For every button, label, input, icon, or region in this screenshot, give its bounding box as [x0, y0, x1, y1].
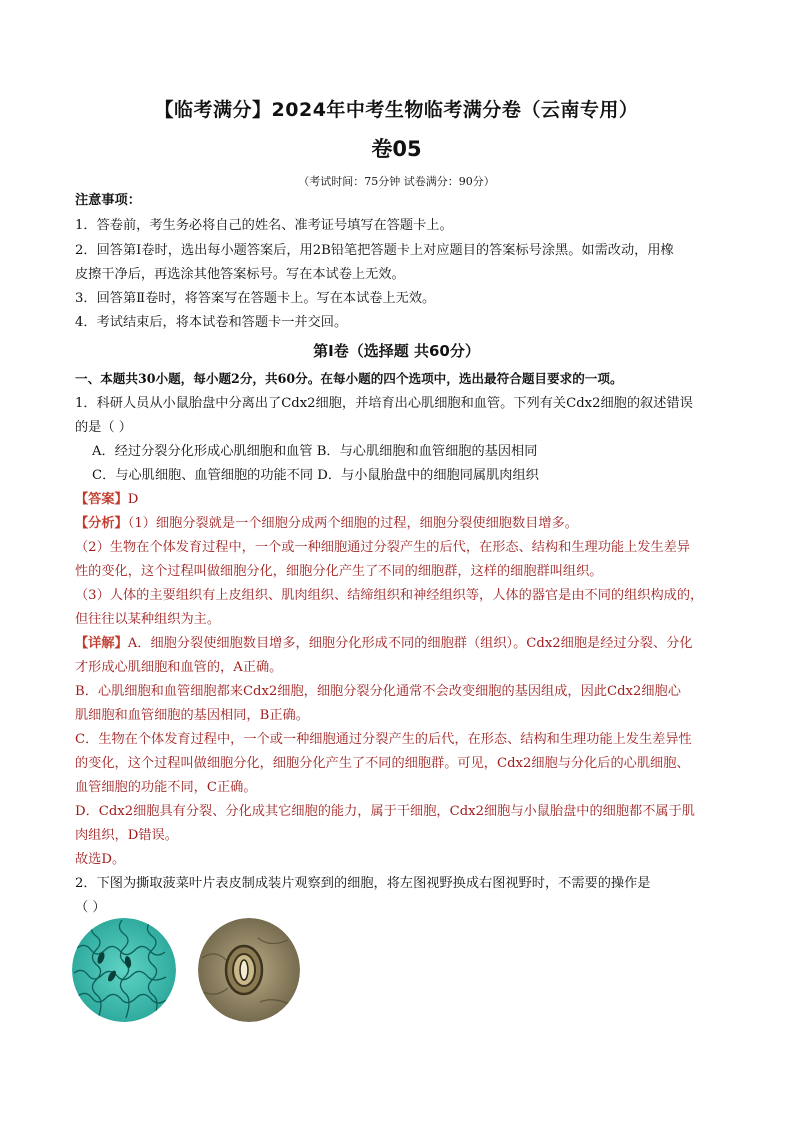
q1-analysis-line: （2）生物在个体发育过程中，一个或一种细胞通过分裂产生的后代，在形态、结构和生理功能上发生差异 — [75, 540, 691, 555]
q1-detail-line: 故选D。 — [75, 852, 126, 867]
q1-analysis-line: 但往往以某种组织为主。 — [75, 612, 221, 627]
analysis-text: （1）细胞分裂就是一个细胞分成两个细胞的过程，细胞分裂使细胞数目增多。 — [127, 516, 578, 531]
notice-item: 2．回答第Ⅰ卷时，选出每小题答案后，用2B铅笔把答题卡上对应题目的答案标号涂黑。如需改动，用橡 — [75, 243, 674, 258]
q1-detail-line: 才形成心肌细胞和血管的，A正确。 — [75, 660, 283, 675]
q1-stem-cont: 的是（ ） — [75, 420, 132, 435]
q1-detail-line: C．生物在个体发育过程中，一个或一种细胞通过分裂产生的后代，在形态、结构和生理功能上发生差异性 — [75, 732, 692, 747]
exam-subtitle: 卷05 — [371, 137, 422, 161]
q1-detail-line: 的变化，这个过程叫做细胞分化，细胞分化产生了不同的细胞群。可见，Cdx2细胞与分化后的心肌细胞、 — [75, 756, 690, 771]
q1-options-cd: C．与心肌细胞、血管细胞的功能不同 D．与小鼠胎盘中的细胞同属肌肉组织 — [92, 468, 539, 483]
q1-analysis-line: （3）人体的主要组织有上皮组织、肌肉组织、结缔组织和神经组织等，人体的器官是由不同的组织构成的， — [75, 588, 704, 603]
section-title: 第Ⅰ卷（选择题 共60分） — [313, 342, 480, 360]
q1-answer — [75, 491, 735, 509]
detail-tag: 【详解】 — [75, 636, 128, 651]
micrograph-low-magnification — [72, 918, 176, 1022]
analysis-tag: 【分析】 — [75, 516, 128, 531]
answer-tag: 【答案】 — [75, 492, 128, 507]
exam-meta: （考试时间：75分钟 试卷满分：90分） — [298, 175, 495, 188]
q1-detail-line: 血管细胞的功能不同，C正确。 — [75, 780, 257, 795]
notice-item: 皮擦干净后，再选涂其他答案标号。写在本试卷上无效。 — [75, 267, 405, 282]
notice-item: 4．考试结束后，将本试卷和答题卡一并交回。 — [75, 315, 348, 330]
detail-text: A．细胞分裂使细胞数目增多，细胞分化形成不同的细胞群（组织）。Cdx2细胞是经过分裂、分化 — [127, 636, 693, 651]
q2-stem: 2．下图为撕取菠菜叶片表皮制成装片观察到的细胞，将左图视野换成右图视野时，不需要的操作是 — [75, 876, 651, 891]
q1-detail-line: 肌细胞和血管细胞的基因相同，B正确。 — [75, 708, 309, 723]
micrograph-high-magnification — [198, 918, 300, 1022]
q1-analysis-line — [75, 515, 735, 533]
q1-detail-line: D．Cdx2细胞具有分裂、分化成其它细胞的能力，属于干细胞，Cdx2细胞与小鼠胎盘中的细胞都不属于肌 — [75, 804, 695, 819]
q1-analysis-line: 性的变化，这个过程叫做细胞分化，细胞分化产生了不同的细胞群，这样的细胞群叫组织。 — [75, 564, 603, 579]
q1-options-ab: A．经过分裂分化形成心肌细胞和血管 B．与心肌细胞和血管细胞的基因相同 — [92, 444, 538, 459]
q2-stem-cont: （ ） — [75, 900, 106, 915]
notice-item: 3．回答第Ⅱ卷时，将答案写在答题卡上。写在本试卷上无效。 — [75, 291, 436, 306]
exam-title: 【临考满分】2024年中考生物临考满分卷（云南专用） — [154, 99, 639, 121]
q1-detail-line: B．心肌细胞和血管细胞都来Cdx2细胞，细胞分裂分化通常不会改变细胞的基因组成，因此Cdx2细胞心 — [75, 684, 681, 699]
answer-value: D — [127, 492, 139, 507]
section-intro: 一、本题共30小题，每小题2分，共60分。在每小题的四个选项中，选出最符合题目要求的一项。 — [75, 371, 623, 386]
notice-heading: 注意事项： — [75, 193, 141, 208]
q1-detail-line — [75, 635, 735, 653]
q1-detail-line: 肉组织，D错误。 — [75, 828, 178, 843]
notice-item: 1．答卷前，考生务必将自己的姓名、准考证号填写在答题卡上。 — [75, 218, 453, 233]
q1-stem: 1．科研人员从小鼠胎盘中分离出了Cdx2细胞，并培育出心肌细胞和血管。下列有关Cdx2细胞的叙述错误 — [75, 396, 693, 411]
